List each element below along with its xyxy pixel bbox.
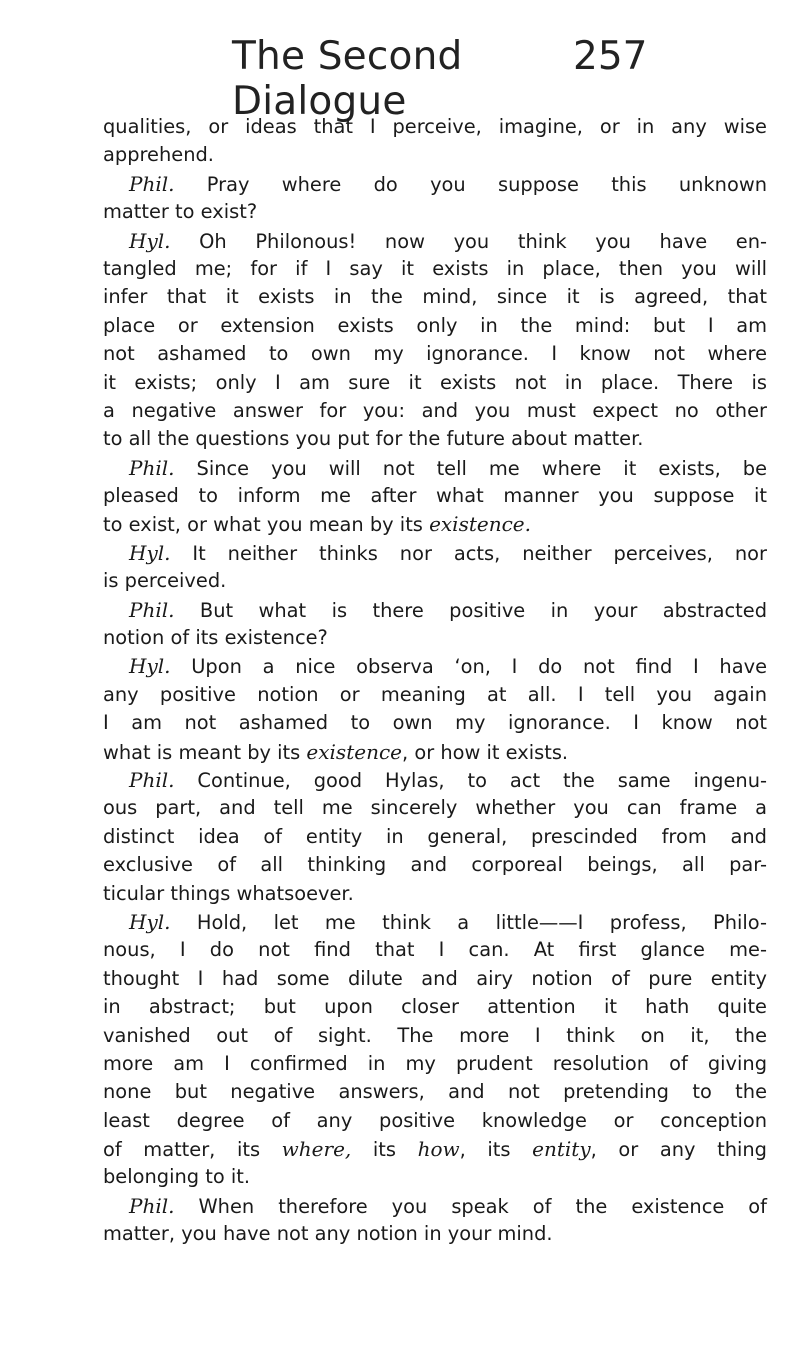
text-line <box>103 113 767 141</box>
italic-text: Phil. <box>129 597 175 622</box>
text-segment: more am I confirmed in my prudent resolution of giving <box>103 1051 767 1075</box>
text-line <box>103 1163 767 1191</box>
text-line <box>103 1220 767 1248</box>
text-segment: place or extension exists only in the mind: but I am <box>103 313 767 337</box>
text-line <box>103 1078 767 1106</box>
text-segment: its <box>351 1138 418 1162</box>
text-segment: is perceived. <box>103 569 227 593</box>
text-line <box>103 1135 767 1163</box>
italic-text: Hyl. <box>129 654 171 679</box>
text-segment: ous part, and tell me sincerely whether you can frame a <box>103 796 767 820</box>
text-line <box>103 709 767 737</box>
text-line <box>103 1107 767 1135</box>
text-segment: Pray where do you suppose this unknown <box>174 172 767 196</box>
text-line <box>103 397 767 425</box>
italic-text: how <box>417 1137 460 1162</box>
text-segment: thought I had some dilute and airy notion of pure entity <box>103 966 767 990</box>
italic-text: Phil. <box>129 171 175 196</box>
text-segment: exclusive of all thinking and corporeal beings, all par- <box>103 853 767 877</box>
text-segment: Oh Philonous! now you think you have en- <box>170 229 767 253</box>
text-segment: infer that it exists in the mind, since it is agreed, that <box>103 285 767 309</box>
text-segment: , or how it exists. <box>402 740 569 764</box>
text-segment: vanished out of sight. The more I think on it, the <box>103 1023 767 1047</box>
text-line <box>103 1050 767 1078</box>
italic-text: where, <box>281 1137 352 1162</box>
italic-text: Phil. <box>129 1193 175 1218</box>
text-segment: pleased to inform me after what manner you suppose it <box>103 484 767 508</box>
italic-text: existence <box>306 739 402 764</box>
italic-text: Hyl. <box>129 909 171 934</box>
text-segment: of matter, its <box>103 1138 282 1162</box>
text-segment: Upon a nice observa ‘on, I do not find I have <box>170 655 767 679</box>
italic-text: entity <box>532 1137 591 1162</box>
text-segment: notion of its existence? <box>103 626 328 650</box>
text-segment: not ashamed to own my ignorance. I know not where <box>103 342 767 366</box>
italic-text: Hyl. <box>129 540 171 565</box>
text-segment: Since you will not tell me where it exists, be <box>174 456 767 480</box>
text-segment: I am not ashamed to own my ignorance. I know not <box>103 711 767 735</box>
text-segment: , its <box>459 1138 533 1162</box>
text-line <box>103 369 767 397</box>
text-line <box>103 312 767 340</box>
text-line <box>103 794 767 822</box>
text-segment: matter to exist? <box>103 200 258 224</box>
text-line <box>103 567 767 595</box>
text-segment: ticular things whatsoever. <box>103 881 354 905</box>
italic-text: Phil. <box>129 767 175 792</box>
text-line <box>103 482 767 510</box>
text-segment: matter, you have not any notion in your mind. <box>103 1222 553 1246</box>
text-segment: least degree of any positive knowledge or conception <box>103 1108 767 1132</box>
text-line <box>103 340 767 368</box>
text-line <box>103 425 767 453</box>
text-line <box>103 510 767 538</box>
text-segment: Hold, let me think a little——I profess, Philo- <box>170 910 767 934</box>
text-line <box>103 624 767 652</box>
text-line <box>103 596 767 624</box>
text-segment: to all the questions you put for the future about matter. <box>103 427 644 451</box>
text-segment: But what is there positive in your abstracted <box>174 598 767 622</box>
text-segment: none but negative answers, and not pretending to the <box>103 1080 767 1104</box>
text-line <box>103 539 767 567</box>
text-line <box>103 738 767 766</box>
running-header <box>232 34 648 124</box>
text-line <box>103 823 767 851</box>
text-segment: distinct idea of entity in general, prescinded from and <box>103 824 767 848</box>
text-line <box>103 965 767 993</box>
text-line <box>103 198 767 226</box>
text-line <box>103 1192 767 1220</box>
text-line <box>103 908 767 936</box>
text-segment: it exists; only I am sure it exists not in place. There is <box>103 370 767 394</box>
text-line <box>103 283 767 311</box>
text-line <box>103 993 767 1021</box>
text-segment: a negative answer for you: and you must expect no other <box>103 398 767 422</box>
text-line <box>103 141 767 169</box>
body-text <box>103 113 767 1249</box>
chapter-title: The Second Dialogue <box>232 34 463 124</box>
text-line <box>103 227 767 255</box>
text-line <box>103 255 767 283</box>
italic-text: Phil. <box>129 455 175 480</box>
italic-text: Hyl. <box>129 228 171 253</box>
text-line <box>103 936 767 964</box>
italic-text: existence. <box>429 512 531 537</box>
text-segment: Continue, good Hylas, to act the same ingenu- <box>174 768 767 792</box>
text-line <box>103 851 767 879</box>
text-line <box>103 681 767 709</box>
text-segment: what is meant by its <box>103 740 307 764</box>
text-segment: apprehend. <box>103 143 214 167</box>
page-number: 257 <box>573 34 648 79</box>
text-line <box>103 454 767 482</box>
text-line <box>103 880 767 908</box>
text-segment: When therefore you speak of the existence of <box>174 1194 767 1218</box>
text-line <box>103 170 767 198</box>
text-segment: qualities, or ideas that I perceive, imagine, or in any wise <box>103 115 767 138</box>
text-segment: It neither thinks nor acts, neither perceives, nor <box>170 541 767 565</box>
text-segment: any positive notion or meaning at all. I tell you again <box>103 682 767 706</box>
text-segment: tangled me; for if I say it exists in place, then you will <box>103 256 767 280</box>
text-segment: to exist, or what you mean by its <box>103 513 430 537</box>
text-segment: nous, I do not find that I can. At first glance me- <box>103 938 767 962</box>
text-segment: belonging to it. <box>103 1165 251 1189</box>
text-line <box>103 652 767 680</box>
text-segment: , or any thing <box>590 1138 767 1162</box>
text-line <box>103 1022 767 1050</box>
text-segment: in abstract; but upon closer attention it hath quite <box>103 995 767 1019</box>
text-line <box>103 766 767 794</box>
